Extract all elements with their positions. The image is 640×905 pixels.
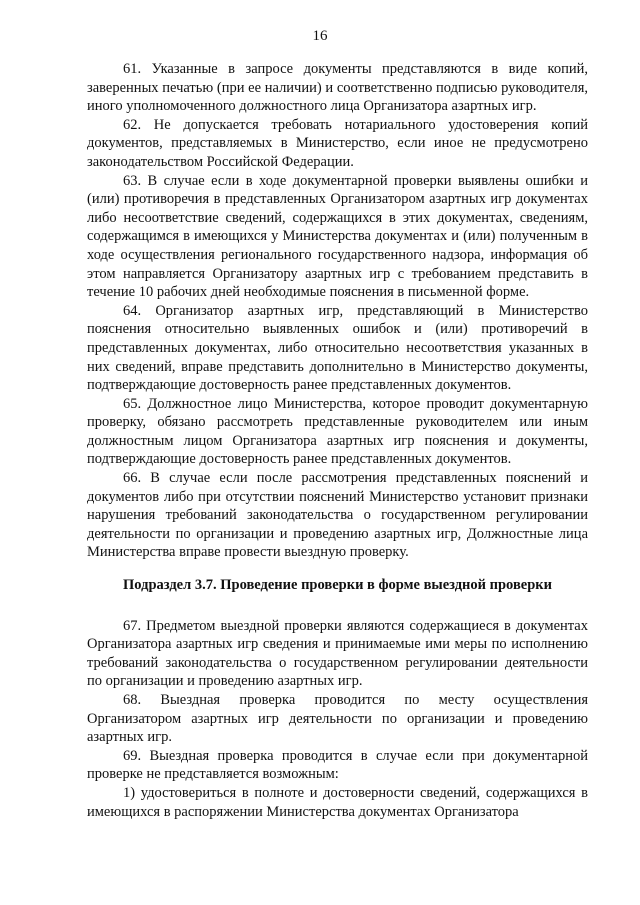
paragraph-61: 61. Указанные в запросе документы представляются в виде копий, заверенных печатью (при ее наличии) и соответственно подписью руководителя, иного уполномоченного должностного лица Организатора азартных игр.: [87, 61, 588, 115]
paragraph-65: 65. Должностное лицо Министерства, которое проводит документарную проверку, обязано рассмотреть представленные руководителем или иным должностным лицом Организатора азартных игр пояснения и документы, подтверждающие достоверность ранее представленных документов.: [87, 395, 588, 468]
paragraph-69-item-1: 1) удостовериться в полноте и достоверности сведений, содержащихся в имеющихся в распоряжении Министерства документах Организатора: [87, 784, 588, 820]
paragraph-64: 64. Организатор азартных игр, представляющий в Министерство пояснения относительно выявленных ошибок и (или) противоречий в представленных документах, либо относительно несоответствия указанных в них сведений, вправе представить дополнительно в Министерство документы, подтверждающие достоверность ранее представленных документов.: [87, 302, 588, 394]
paragraph-67: 67. Предметом выездной проверки являются содержащиеся в документах Организатора азартных игр сведения и принимаемые ими меры по исполнению требований законодательства о государственном регулировании деятельности по организации и проведению азартных игр.: [87, 617, 588, 690]
page-number: 16: [312, 28, 328, 44]
section-heading: Подраздел 3.7. Проведение проверки в форме выездной проверки: [123, 577, 552, 594]
paragraph-66: 66. В случае если после рассмотрения представленных пояснений и документов либо при отсутствии пояснений Министерство установит признаки нарушения требований законодательства о государственном регулировании деятельности по организации и проведению азартных игр, Должностные лица Министерства вправе провести выездную проверку.: [87, 470, 588, 561]
document-body: [87, 60, 588, 821]
paragraph-69: 69. Выездная проверка проводится в случае если при документарной проверке не представляется возможным:: [87, 747, 588, 783]
paragraph-62: 62. Не допускается требовать нотариального удостоверения копий документов, представляемых в Министерство, если иное не предусмотрено законодательством Российской Федерации.: [87, 116, 588, 170]
paragraph-63: 63. В случае если в ходе документарной проверки выявлены ошибки и (или) противоречия в представленных Организатором азартных игр документах либо несоответствие сведений, содержащихся в этих документах, сведениям, содержащимся в имеющихся у Министерства документах и (или) полученным в ходе осуществления регионального государственного надзора, информация об этом направляется Организатору азартных игр с требованием представить в течение 10 рабочих дней необходимые пояснения в письменной форме.: [87, 172, 588, 301]
paragraph-68: 68. Выездная проверка проводится по месту осуществления Организатором азартных игр деятельности по организации и проведению азартных игр.: [87, 692, 588, 746]
